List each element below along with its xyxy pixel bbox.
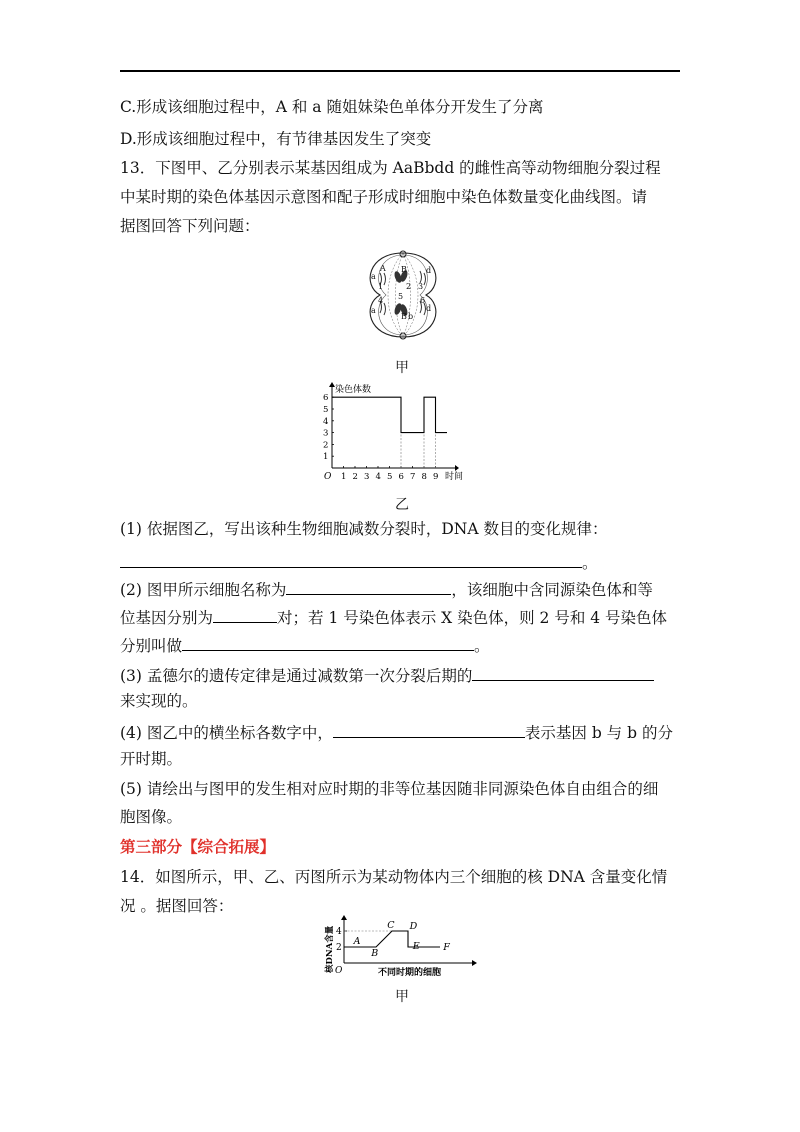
q13-line2: 中某时期的染色体基因示意图和配子形成时细胞中染色体数量变化曲线图。请 <box>120 188 648 206</box>
point-label: B <box>371 948 379 959</box>
y-axis-label: 染色体数 <box>335 385 372 395</box>
y-tick-label: 1 <box>323 452 329 463</box>
section-heading: 第三部分【综合拓展】 <box>120 837 276 856</box>
q14-line1: 14．如图所示，甲、乙、丙图所示为某动物体内三个细胞的核 DNA 含量变化情 <box>120 868 668 886</box>
cell-label: 3 <box>418 282 424 291</box>
x-tick-label: 4 <box>375 472 381 482</box>
sub-question-5b: 胞图像。 <box>120 808 183 826</box>
point-label: C <box>387 920 395 931</box>
text: (4) 图乙中的横坐标各数字中， <box>120 724 333 742</box>
text: 分别叫做 <box>120 637 183 655</box>
cell-label: 6 <box>420 296 426 305</box>
cell-label: 1 <box>378 282 384 291</box>
x-axis-label: 不同时期的细胞 <box>378 968 442 978</box>
text: 对；若 1 号染色体表示 X 染色体，则 2 号和 4 号染色体 <box>277 609 668 627</box>
x-tick-label: 6 <box>398 472 404 482</box>
x-tick-label: 8 <box>421 472 427 482</box>
text: 位基因分别为 <box>120 609 214 627</box>
point-label: F <box>443 942 450 953</box>
dna-content-chart <box>322 915 482 980</box>
y-axis-label: 核DNA含量 <box>325 925 335 973</box>
x-tick-label: 2 <box>352 472 358 482</box>
y-tick-label: 4 <box>336 927 342 937</box>
cell-label: a <box>371 306 376 315</box>
option-d: D.形成该细胞过程中，有节律基因发生了突变 <box>120 130 432 148</box>
figure-caption-jia-2: 甲 <box>395 989 409 1005</box>
q13-line1: 13．下图甲、乙分别表示某基因组成为 AaBbdd 的雌性高等动物细胞分裂过程 <box>120 159 661 177</box>
point-label: A <box>353 936 361 947</box>
header-rule <box>120 70 680 72</box>
answer-blank[interactable] <box>213 606 277 623</box>
cell-label: a <box>371 272 376 281</box>
y-tick-label: 5 <box>323 405 329 415</box>
text: 。 <box>474 637 490 655</box>
answer-blank[interactable] <box>286 578 451 595</box>
y-tick-label: 6 <box>323 393 329 404</box>
point-label: E <box>412 941 420 952</box>
cell-label: B <box>401 265 407 274</box>
figure-caption-jia: 甲 <box>395 360 409 376</box>
series-line <box>332 397 447 432</box>
answer-blank[interactable] <box>333 721 525 738</box>
x-tick-label: 3 <box>364 472 370 482</box>
cell-label: 5 <box>398 292 404 301</box>
cell-label: 4 <box>378 296 384 305</box>
option-c: C.形成该细胞过程中，A 和 a 随姐妹染色单体分开发生了分离 <box>120 98 544 116</box>
sub-question-2c <box>120 634 490 657</box>
chromosome-number-chart <box>318 382 488 487</box>
sub-question-5a: (5) 请绘出与图甲的发生相对应时期的非等位基因随非同源染色体自由组合的细 <box>120 780 659 798</box>
cell-label: B <box>401 312 407 321</box>
sub-question-4a <box>120 721 673 744</box>
x-tick-label: 1 <box>341 472 347 482</box>
x-axis-label: 时间 <box>445 472 464 482</box>
cell-label: d <box>426 266 432 275</box>
cell-label: A <box>380 264 386 273</box>
period: 。 <box>582 554 598 572</box>
x-tick-label: 9 <box>433 472 439 482</box>
answer-blank[interactable] <box>182 634 474 651</box>
answer-blank[interactable] <box>120 551 582 568</box>
y-tick-label: 2 <box>323 440 329 451</box>
origin-label: O <box>324 472 332 482</box>
text: ，该细胞中含同源染色体和等 <box>451 581 653 599</box>
cell-division-diagram <box>358 245 448 345</box>
sub-question-3a <box>120 664 654 687</box>
y-tick-label: 2 <box>336 943 342 953</box>
q14-line2: 况 。据图回答： <box>120 897 234 915</box>
y-tick-label: 3 <box>323 428 329 439</box>
x-tick-label: 5 <box>387 472 393 482</box>
answer-blank[interactable] <box>472 664 654 681</box>
sub-question-3b: 来实现的。 <box>120 692 198 710</box>
y-axis-arrow <box>341 915 347 920</box>
origin-label: O <box>335 966 343 976</box>
sub-question-2b <box>120 606 667 629</box>
q13-line3: 据图回答下列问题： <box>120 217 260 235</box>
y-tick-label: 4 <box>323 416 329 427</box>
sub-question-2a <box>120 578 653 601</box>
x-tick-label: 7 <box>410 472 416 482</box>
sub-question-4b: 开时期。 <box>120 750 183 768</box>
point-label: D <box>409 921 418 932</box>
sub-question-1-answer <box>120 551 598 574</box>
x-axis-arrow <box>455 465 459 471</box>
cell-label: b <box>408 312 414 321</box>
text: (3) 孟德尔的遗传定律是通过减数第一次分裂后期的 <box>120 667 473 685</box>
cell-label: 2 <box>406 282 412 291</box>
sub-question-1: (1) 依据图乙，写出该种生物细胞减数分裂时，DNA 数目的变化规律： <box>120 520 608 538</box>
figure-caption-yi: 乙 <box>395 497 409 513</box>
cell-label: d <box>426 304 432 313</box>
text: 表示基因 b 与 b 的分 <box>524 724 673 742</box>
x-axis-arrow <box>472 960 477 966</box>
text: (2) 图甲所示细胞名称为 <box>120 581 287 599</box>
